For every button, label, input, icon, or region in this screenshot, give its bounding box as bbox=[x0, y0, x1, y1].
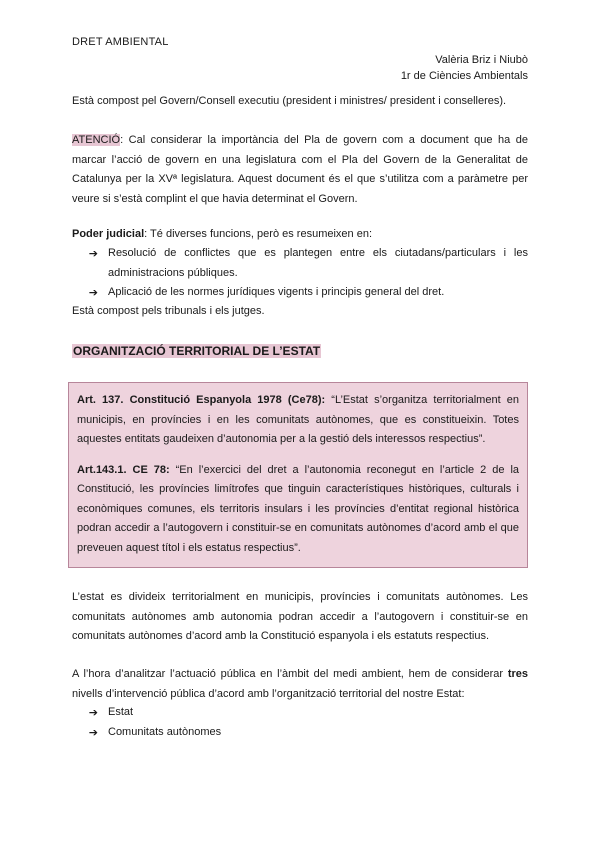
quote-reference: Art. 137. Constitució Espanyola 1978 (Ce78): bbox=[77, 394, 326, 406]
list-item bbox=[72, 283, 528, 303]
bullet-text: Aplicació de les normes jurídiques vigents i principis general del dret. bbox=[108, 286, 445, 298]
judicial-bullet-list bbox=[72, 244, 528, 303]
list-item bbox=[72, 723, 528, 743]
header-author-block bbox=[401, 52, 528, 84]
constitution-quote-box bbox=[68, 382, 528, 568]
levels-bullet-list bbox=[72, 703, 528, 742]
judicial-heading bbox=[72, 225, 528, 245]
judicial-label: Poder judicial bbox=[72, 228, 145, 240]
header-author: Valèria Briz i Niubò bbox=[435, 54, 528, 66]
quote-article-137 bbox=[77, 391, 519, 450]
arrow-right-icon: ➔ bbox=[88, 247, 98, 260]
bullet-text: Estat bbox=[108, 706, 134, 718]
levels-paragraph bbox=[72, 665, 528, 704]
judicial-composition: Està compost pels tribunals i els jutges. bbox=[72, 305, 265, 317]
levels-bold-word: tres bbox=[507, 668, 528, 680]
quote-text: “En l’exercici del dret a l’autonomia reconegut en l’article 2 de la Constitució, les províncies limítrofes que tinguin característiques històriques, culturals i econòmiques comunes, els territoris insulars i les províncies d’entitat regional històrica podran accedir a l’autogovern i constituir-se en comunitats autònomes d’acord amb el que preveuen aquest títol i els estatus respectius”. bbox=[77, 463, 519, 554]
quote-text: “L’Estat s’organitza territorialment en municipis, en províncies i en les comunitats autònomes, que es constitueixin. Totes aquestes entitats gaudeixen d’autonomia per a la gestió dels interessos respectius”. bbox=[77, 394, 519, 445]
arrow-right-icon: ➔ bbox=[88, 725, 98, 739]
arrow-right-icon: ➔ bbox=[88, 706, 98, 719]
list-item bbox=[72, 703, 528, 723]
section-title: ORGANITZACIÓ TERRITORIAL DE L’ESTAT bbox=[73, 344, 321, 358]
territorial-paragraph: L’estat es divideix territorialment en municipis, províncies i comunitats autònomes. Les comunitats autònomes amb autonomia podran accedir a l’autogovern i constituir-se en comunitats autònomes d’acord amb la Constitució espanyola i els estatuts respectius. bbox=[72, 591, 528, 642]
levels-text-after: nivells d’intervenció pública d’acord amb l’organització territorial del nostre Estat: bbox=[72, 687, 465, 700]
intro-paragraph: Està compost pel Govern/Consell executiu (president i ministres/ president i conselleres). bbox=[72, 95, 507, 107]
bullet-text: Resolució de conflictes que es plantegen entre els ciutadans/particulars i les administracions públiques. bbox=[108, 247, 528, 279]
header-course: 1r de Ciències Ambientals bbox=[400, 70, 528, 82]
quote-article-143 bbox=[77, 461, 519, 559]
attention-paragraph bbox=[72, 131, 528, 209]
quote-reference: Art.143.1. CE 78: bbox=[77, 463, 170, 476]
list-item bbox=[72, 244, 528, 283]
attention-text: : Cal considerar la importància del Pla de govern com a document que ha de marcar l’acció de govern en una legislatura com el Pla del Govern de la Generalitat de Catalunya per la XVª legislatura. Aquest document és el que s’utilitza com a paràmetre per veure si s’està complint el que havia determinat el Govern. bbox=[72, 134, 528, 205]
attention-label: ATENCIÓ bbox=[72, 134, 121, 146]
arrow-right-icon: ➔ bbox=[88, 286, 98, 299]
bullet-text: Comunitats autònomes bbox=[108, 725, 222, 738]
levels-text-before: A l’hora d’analitzar l’actuació pública en l’àmbit del medi ambient, hem de considerar bbox=[72, 668, 508, 680]
header-subject: DRET AMBIENTAL bbox=[72, 36, 169, 48]
judicial-text: : Té diverses funcions, però es resumeixen en: bbox=[144, 228, 372, 240]
